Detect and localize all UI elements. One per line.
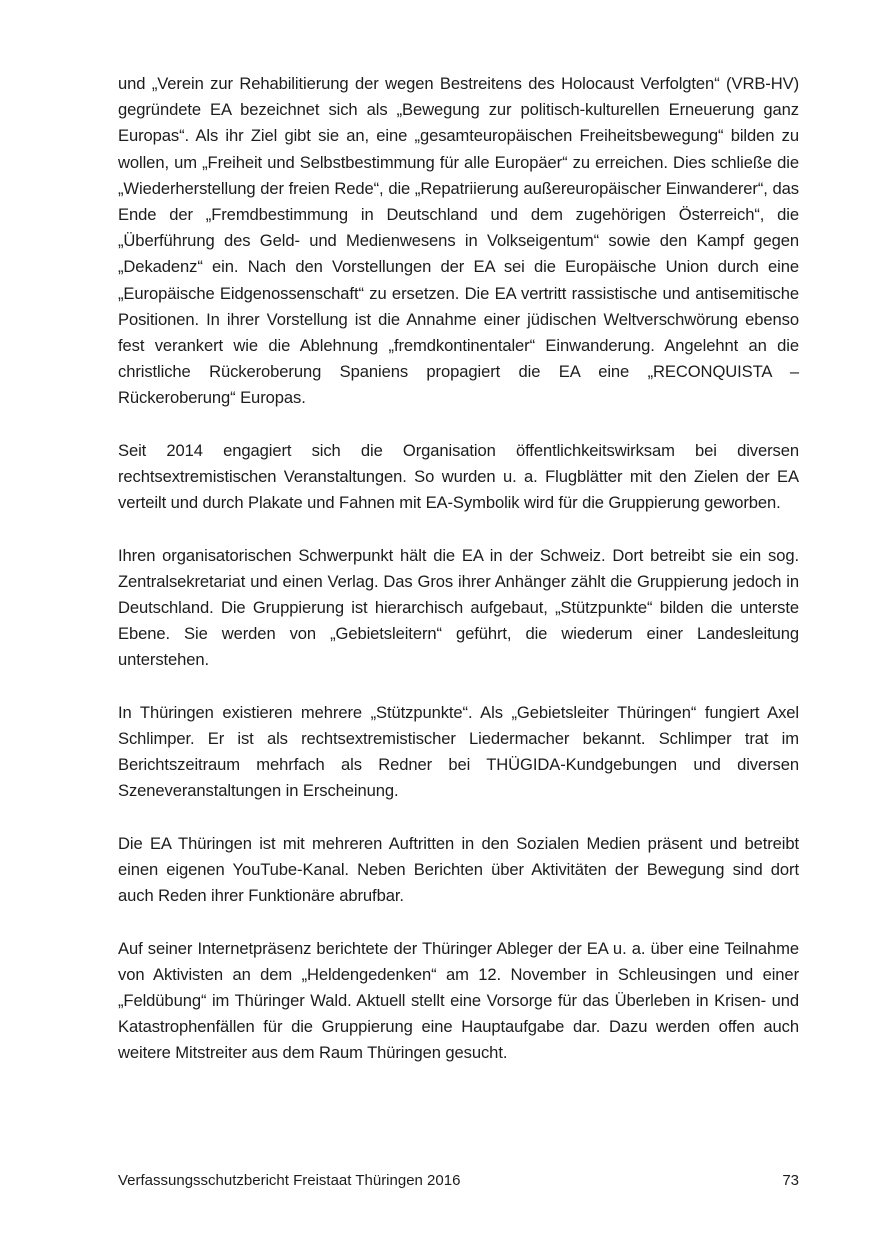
page-footer [118, 1170, 799, 1192]
paragraph-ea-thueringen: In Thüringen existieren mehrere „Stützpunkte“. Als „Gebietsleiter Thüringen“ fungiert Axel Schlimper. Er ist als rechtsextremistischer Liedermacher bekannt. Schlimper trat im Berichtszeitraum mehrfach als Redner bei THÜGIDA-Kundgebungen und diversen Szeneveranstaltungen in Erscheinung. [118, 702, 799, 801]
paragraph-ea-program: und „Verein zur Rehabilitierung der wegen Bestreitens des Holocaust Verfolgten“ (VRB-HV) gegründete EA bezeichnet sich als „Bewegung zur politisch-kulturellen Erneuerung ganz Europas“. Als ihr Ziel gibt sie an, eine „gesamteuropäischen Freiheitsbewegung“ bilden zu wollen, um „Freiheit und Selbstbestimmung für alle Europäer“ zu erreichen. Dies schließe die „Wiederherstellung der freien Rede“, die „Repatriierung außereuropäischer Einwanderer“, das Ende der „Fremdbestimmung in Deutschland und dem zugehörigen Österreich“, die „Überführung des Geld- und Medienwesens in Volkseigentum“ sowie den Kampf gegen „Dekadenz“ ein. Nach den Vorstellungen der EA sei die Europäische Union durch eine „Europäische Eidgenossenschaft“ zu ersetzen. Die EA vertritt rassistische und antisemitische Positionen. In ihrer Vorstellung ist die Annahme einer jüdischen Weltverschwörung ebenso fest verankert wie die Ablehnung „fremdkontinentaler“ Einwanderung. Angelehnt an die christliche Rückeroberung Spaniens propagiert die EA eine „RECONQUISTA – Rückeroberung“ Europas. [118, 74, 799, 408]
footer-title: Verfassungsschutzbericht Freistaat Thüringen 2016 [118, 1172, 461, 1189]
paragraph-ea-social-media: Die EA Thüringen ist mit mehreren Auftritten in den Sozialen Medien präsent und betreibt einen eigenen YouTube-Kanal. Neben Berichten über Aktivitäten der Bewegung sind dort auch Reden ihrer Funktionäre abrufbar. [118, 833, 799, 906]
paragraph-ea-activities: Seit 2014 engagiert sich die Organisation öffentlichkeitswirksam bei diversen rechtsextremistischen Veranstaltungen. So wurden u. a. Flugblätter mit den Zielen der EA verteilt und durch Plakate und Fahnen mit EA-Symbolik wird für die Gruppierung geworben. [118, 440, 799, 513]
paragraph-ea-organisation: Ihren organisatorischen Schwerpunkt hält die EA in der Schweiz. Dort betreibt sie ein sog. Zentralsekretariat und einen Verlag. Das Gros ihrer Anhänger zählt die Gruppierung jedoch in Deutschland. Die Gruppierung ist hierarchisch aufgebaut, „Stützpunkte“ bilden die unterste Ebene. Sie werden von „Gebietsleitern“ geführt, die wiederum einer Landesleitung unterstehen. [118, 545, 799, 670]
page-number: 73 [782, 1172, 799, 1189]
paragraph-ea-internet: Auf seiner Internetpräsenz berichtete der Thüringer Ableger der EA u. a. über eine Teilnahme von Aktivisten an dem „Heldengedenken“ am 12. November in Schleusingen und einer „Feldübung“ im Thüringer Wald. Aktuell stellt eine Vorsorge für das Überleben in Krisen- und Katastrophenfällen für die Gruppierung eine Hauptaufgabe dar. Dazu werden offen auch weitere Mitstreiter aus dem Raum Thüringen gesucht. [118, 938, 799, 1063]
document-body [118, 71, 799, 1067]
